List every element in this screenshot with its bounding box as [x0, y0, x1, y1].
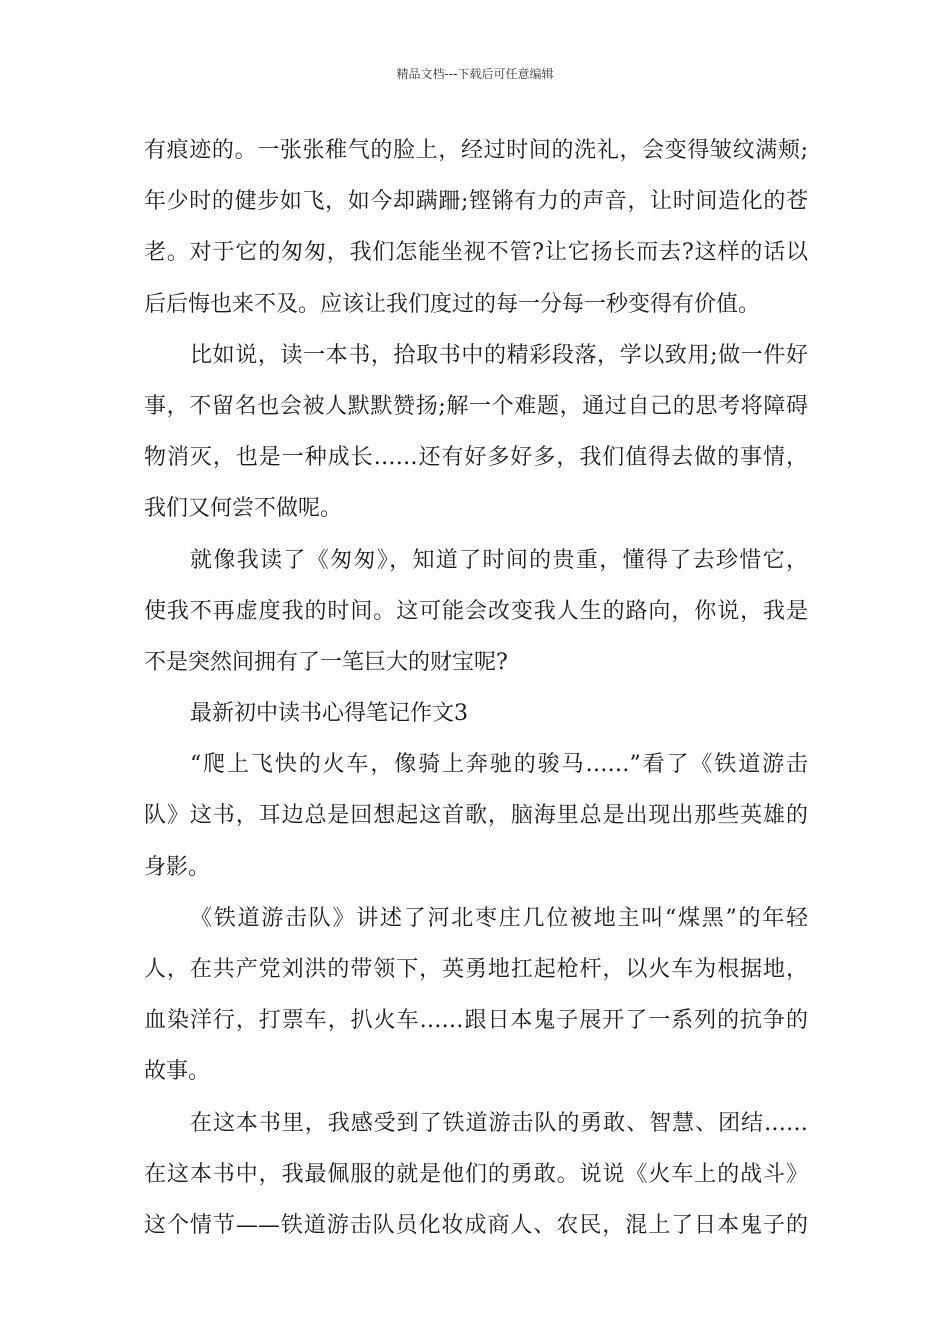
text-line: 后后悔也来不及。应该让我们度过的每一分每一秒变得有价值。: [144, 291, 761, 317]
text-line: 队》这书，耳边总是回想起这首歌，脑海里总是出现出那些英雄的: [144, 803, 808, 829]
page-header: 精品文档---下载后可任意编辑: [396, 67, 554, 81]
text-line: 不是突然间拥有了一笔巨大的财宝呢?: [144, 649, 508, 675]
text-line: “爬上飞快的火车，像骑上奔驰的骏马……”看了《铁道游击: [190, 752, 808, 778]
text-line: 事，不留名也会被人默默赞扬;解一个难题，通过自己的思考将障碍: [144, 393, 808, 419]
text-line: 人，在共产党刘洪的带领下，英勇地扛起枪杆，以火车为根据地，: [144, 957, 808, 982]
text-line: 这个情节——铁道游击队员化妆成商人、农民，混上了日本鬼子的: [144, 1212, 808, 1238]
text-line: 在这本书中，我最佩服的就是他们的勇敢。说说《火车上的战斗》: [144, 1161, 808, 1187]
text-line: 我们又何尝不做呢。: [144, 496, 343, 522]
text-line: 物消灭，也是一种成长……还有好多好多，我们值得去做的事情，: [144, 445, 808, 471]
text-line: 老。对于它的匆匆，我们怎能坐视不管?让它扬长而去?这样的话以: [144, 240, 808, 266]
text-line: 最新初中读书心得笔记作文3: [190, 701, 468, 727]
text-line: 有痕迹的。一张张稚气的脸上，经过时间的洗礼，会变得皱纹满颊;: [144, 138, 808, 163]
text-line: 《铁道游击队》讲述了河北枣庄几位被地主叫“煤黑”的年轻: [190, 905, 808, 931]
text-line: 血染洋行，打票车，扒火车……跟日本鬼子展开了一系列的抗争的: [144, 1008, 808, 1034]
text-line: 比如说，读一本书，拾取书中的精彩段落，学以致用;做一件好: [190, 342, 808, 368]
text-line: 故事。: [144, 1059, 211, 1085]
text-line: 使我不再虚度我的时间。这可能会改变我人生的路向，你说，我是: [144, 598, 808, 624]
text-line: 在这本书里，我感受到了铁道游击队的勇敢、智慧、团结……: [190, 1110, 808, 1136]
document-body: [144, 125, 808, 1251]
text-line: 身影。: [144, 854, 211, 880]
text-line: 就像我读了《匆匆》，知道了时间的贵重，懂得了去珍惜它，: [190, 547, 808, 573]
text-line: 年少时的健步如飞，如今却蹒跚;铿锵有力的声音，让时间造化的苍: [144, 189, 808, 215]
